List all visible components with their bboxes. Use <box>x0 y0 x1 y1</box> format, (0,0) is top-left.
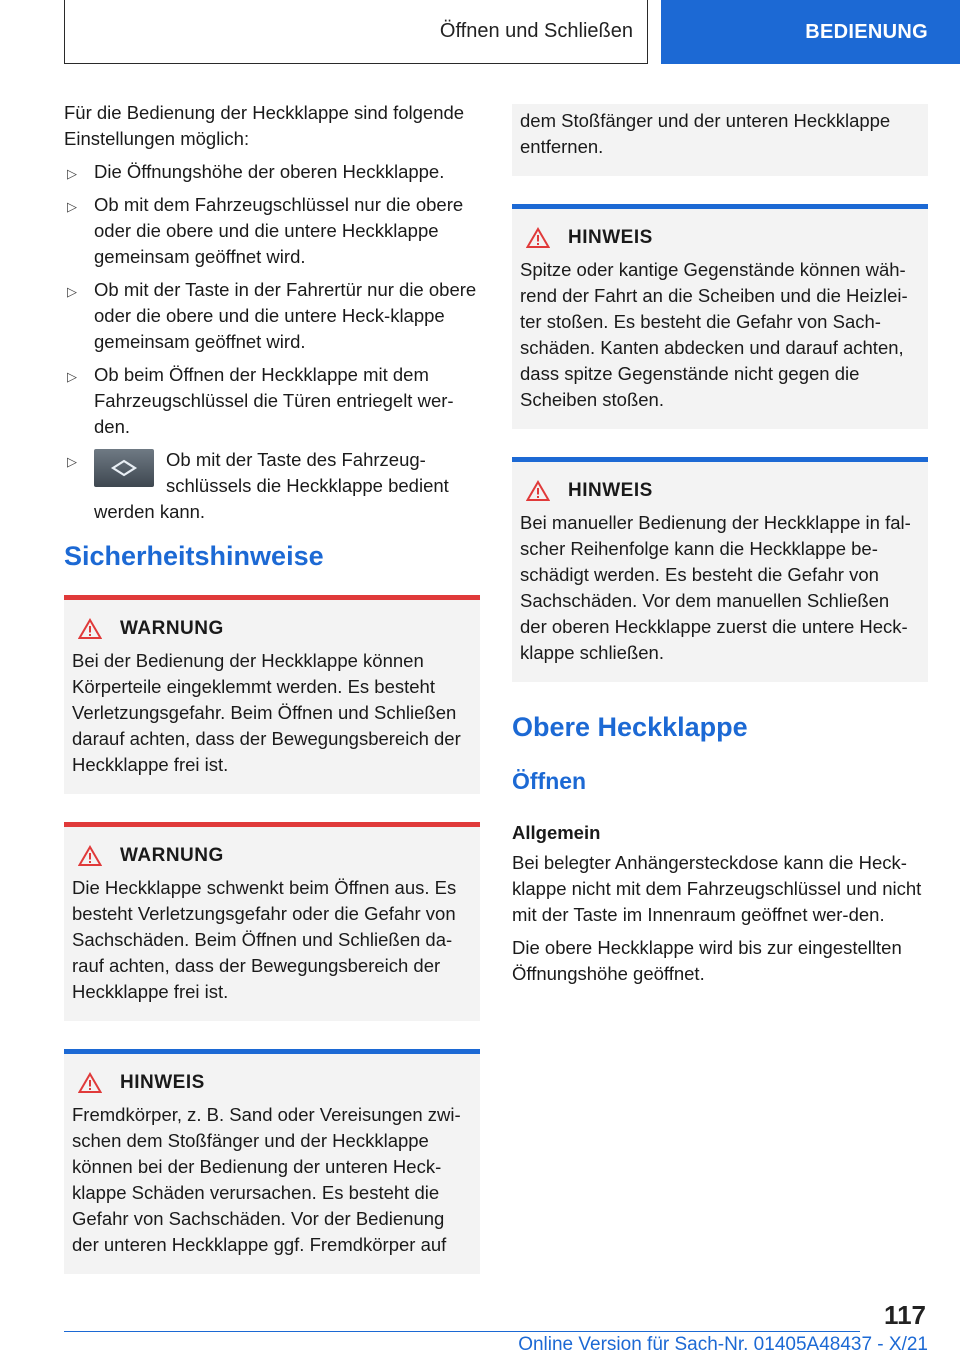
triangle-right-icon: ▷ <box>67 369 77 384</box>
notice-box <box>512 204 928 429</box>
left-column <box>64 100 480 1274</box>
notice-box-continued <box>512 104 928 176</box>
warning-triangle-icon <box>78 618 102 640</box>
warning-title: WARNUNG <box>72 616 472 642</box>
tailgate-key-button-icon <box>94 449 154 487</box>
notice-text: dem Stoßfänger und der unteren Heckklappe entfernen. <box>520 110 891 157</box>
section-title: Öffnen und Schließen <box>439 20 633 42</box>
triangle-right-icon: ▷ <box>67 199 77 214</box>
warning-triangle-icon <box>526 227 550 249</box>
header-chapter-tab[interactable] <box>661 0 960 64</box>
header-section-title <box>64 0 648 64</box>
warning-box <box>64 595 480 794</box>
settings-list <box>64 159 480 525</box>
warning-box <box>64 822 480 1021</box>
section-heading-upper-tailgate: Obere Heckklappe <box>512 712 748 742</box>
triangle-right-icon: ▷ <box>67 284 77 299</box>
notice-text: Bei manueller Bedienung der Heckklappe in fal-scher Reihenfolge kann die Heckklappe be-schädigt werden. Es besteht die Gefahr von Sachschäden. Vor dem manuellen Schließen der oberen Heckklappe zuerst die untere Heck-klappe schließen. <box>520 512 911 663</box>
notice-title: HINWEIS <box>72 1070 472 1096</box>
warning-text: Bei der Bedienung der Heckklappe können Körperteile eingeklemmt werden. Es besteht Verletzungsgefahr. Beim Öffnen und Schließen darauf achten, dass der Bewegungsbereich der Heckklappe frei ist. <box>72 650 461 775</box>
warning-text: Die Heckklappe schwenkt beim Öffnen aus. Es besteht Verletzungsgefahr oder die Gefahr von Sachschäden. Beim Öffnen und Schließen da-rauf achten, dass der Bewegungsbereich der Heckklappe frei ist. <box>72 877 457 1002</box>
list-item: ▷ Ob beim Öffnen der Heckklappe mit dem Fahrzeugschlüssel die Türen entriegelt wer-den. <box>67 364 454 437</box>
warning-triangle-icon <box>526 480 550 502</box>
triangle-right-icon: ▷ <box>67 166 77 181</box>
footer-divider <box>64 1331 860 1332</box>
warning-title: WARNUNG <box>72 843 472 869</box>
list-item: ▷ Die Öffnungshöhe der oberen Heckklappe. <box>64 159 480 185</box>
right-column <box>512 104 928 994</box>
notice-title: HINWEIS <box>520 478 920 504</box>
warning-triangle-icon <box>78 845 102 867</box>
notice-text: Spitze oder kantige Gegenstände können wäh-rend der Fahrt an die Scheiben und die Heizlei-ter stoßen. Es besteht die Gefahr von Sach-schäden. Kanten abdecken und darauf achten, dass spitze Gegenstände nicht gegen die Scheiben stoßen. <box>520 259 908 410</box>
notice-box <box>512 457 928 682</box>
chapter-title: BEDIENUNG <box>805 20 928 43</box>
list-item: ▷ Ob mit der Taste des Fahrzeug-schlüssels die Heckklappe bedient werden kann. <box>67 449 449 522</box>
notice-text: Fremdkörper, z. B. Sand oder Vereisungen zwi-schen dem Stoßfänger und der Heckklappe können bei der Bedienung der unteren Heck-klappe Schäden verursachen. Es besteht die Gefahr von Sachschäden. Vor der Bedienung der unteren Heckklappe ggf. Fremdkörper auf <box>72 1104 461 1255</box>
footer-online-version[interactable]: Online Version für Sach-Nr. 01405A48437 - X/21 <box>518 1334 928 1355</box>
page-number: 117 <box>884 1300 926 1330</box>
triangle-right-icon: ▷ <box>67 454 77 469</box>
notice-box <box>64 1049 480 1274</box>
list-item: ▷ Ob mit dem Fahrzeugschlüssel nur die obere oder die obere und die untere Heckklappe gemeinsam geöffnet wird. <box>67 194 464 267</box>
subheading-opening: Öffnen <box>512 768 587 794</box>
notice-title: HINWEIS <box>520 225 920 251</box>
body-paragraph: Bei belegter Anhängersteckdose kann die Heck-klappe nicht mit dem Fahrzeugschlüssel und nicht mit der Taste im Innenraum geöffnet wer-den. <box>512 852 922 925</box>
intro-text: Für die Bedienung der Heckklappe sind folgende Einstellungen möglich: <box>64 102 465 149</box>
list-item: ▷ Ob mit der Taste in der Fahrertür nur die obere oder die obere und die untere Heck-klappe gemeinsam geöffnet wird. <box>67 279 477 352</box>
body-paragraph: Die obere Heckklappe wird bis zur eingestellten Öffnungshöhe geöffnet. <box>512 937 902 984</box>
subsubheading-general: Allgemein <box>512 822 601 843</box>
section-heading-safety: Sicherheitshinweise <box>64 541 324 571</box>
warning-triangle-icon <box>78 1072 102 1094</box>
